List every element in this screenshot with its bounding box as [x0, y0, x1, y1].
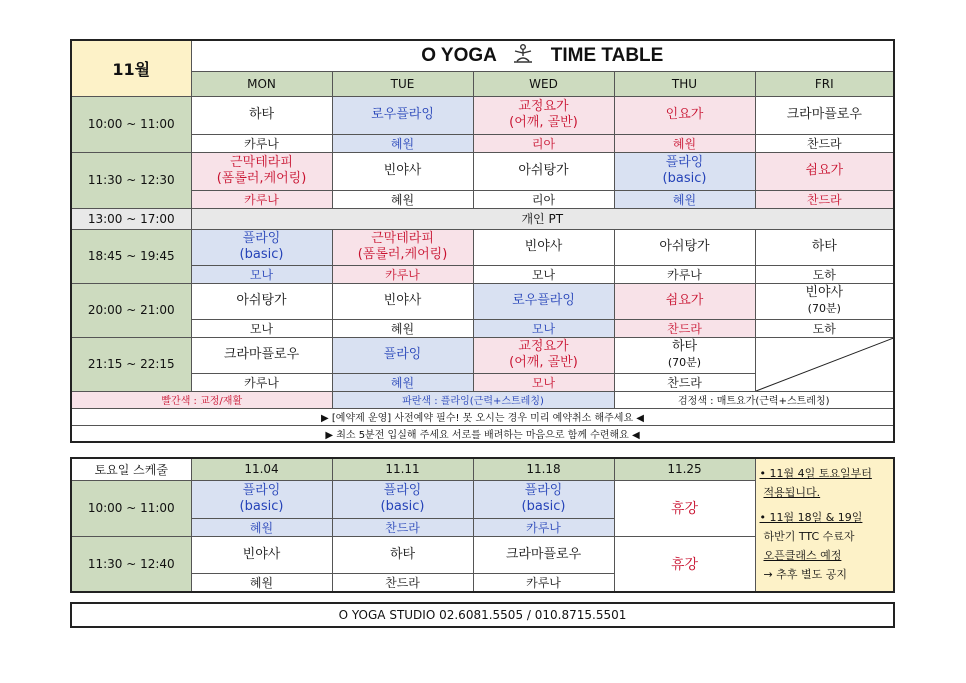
class-name: 크라마플로우 [755, 96, 894, 134]
class-detail: (basic) [662, 171, 707, 186]
teacher-name: 혜원 [191, 518, 332, 536]
teacher-name: 모나 [473, 265, 614, 283]
class-title: 하타 [671, 339, 698, 354]
class-detail: (70분) [807, 302, 841, 315]
class-name: 빈야사 [473, 229, 614, 265]
note-line: 적용됩니다. [763, 486, 821, 499]
teacher-name: 찬드라 [332, 573, 473, 592]
class-name: 쉼요가 [614, 283, 755, 319]
teacher-name: 혜원 [332, 134, 473, 152]
saturday-label: 토요일 스케줄 [71, 458, 191, 480]
class-name: 아쉬탕가 [191, 283, 332, 319]
teacher-name: 찬드라 [614, 319, 755, 337]
class-detail: (basic) [239, 247, 284, 262]
teacher-name: 혜원 [614, 190, 755, 208]
class-name [755, 283, 894, 319]
day-mon: MON [191, 71, 332, 96]
saturday-date: 11.25 [614, 458, 755, 480]
class-cancelled: 휴강 [614, 480, 755, 536]
class-name [332, 229, 473, 265]
class-name: 인요가 [614, 96, 755, 134]
class-title: 플라잉 [665, 155, 704, 170]
class-cancelled: 휴강 [614, 536, 755, 592]
class-detail: (basic) [521, 499, 566, 514]
teacher-name: 찬드라 [332, 518, 473, 536]
class-name: 빈야사 [191, 536, 332, 573]
month-label: 11월 [71, 40, 191, 96]
saturday-date: 11.04 [191, 458, 332, 480]
class-name [473, 96, 614, 134]
class-detail: (폼롤러,케어링) [216, 171, 307, 186]
time-slot: 11:30 ~ 12:40 [71, 536, 191, 592]
yoga-pose-icon [511, 44, 535, 64]
class-name: 플라잉 [332, 337, 473, 373]
title-left: O YOGA [421, 45, 497, 67]
class-detail: (basic) [239, 499, 284, 514]
class-name [614, 152, 755, 190]
class-name: 로우플라잉 [473, 283, 614, 319]
class-title: 교정요가 [518, 99, 569, 114]
time-slot: 11:30 ~ 12:30 [71, 152, 191, 208]
teacher-name: 찬드라 [755, 190, 894, 208]
teacher-name: 리아 [473, 190, 614, 208]
class-title: 근막테라피 [230, 155, 293, 170]
teacher-name: 모나 [191, 319, 332, 337]
day-thu: THU [614, 71, 755, 96]
class-detail: (어깨, 골반) [509, 355, 578, 370]
class-title: 교정요가 [518, 339, 569, 354]
teacher-name: 카루나 [191, 373, 332, 391]
class-detail: (어깨, 골반) [509, 115, 578, 130]
day-wed: WED [473, 71, 614, 96]
class-title: 빈야사 [805, 285, 844, 300]
teacher-name: 모나 [473, 319, 614, 337]
saturday-timetable [70, 457, 895, 593]
empty-slot [755, 337, 894, 391]
legend-red: 빨간색 : 교정/재활 [71, 391, 332, 408]
saturday-notes [755, 458, 894, 592]
title-right: TIME TABLE [550, 45, 664, 67]
teacher-name: 혜원 [332, 373, 473, 391]
class-name: 쉼요가 [755, 152, 894, 190]
note-line: • 11월 4일 토요일부터 [759, 467, 872, 480]
time-slot: 10:00 ~ 11:00 [71, 96, 191, 152]
class-name [191, 480, 332, 518]
teacher-name: 혜원 [332, 190, 473, 208]
legend-black: 검정색 : 매트요가(근력+스트레칭) [614, 391, 894, 408]
class-name: 빈야사 [332, 152, 473, 190]
class-name [473, 337, 614, 373]
teacher-name: 모나 [473, 373, 614, 391]
class-name [614, 337, 755, 373]
teacher-name: 찬드라 [614, 373, 755, 391]
day-fri: FRI [755, 71, 894, 96]
class-name [191, 152, 332, 190]
teacher-name: 모나 [191, 265, 332, 283]
class-name: 크라마플로우 [191, 337, 332, 373]
class-title: 플라잉 [383, 483, 422, 498]
saturday-date: 11.11 [332, 458, 473, 480]
time-slot: 13:00 ~ 17:00 [71, 208, 191, 229]
class-name: 로우플라잉 [332, 96, 473, 134]
teacher-name: 카루나 [614, 265, 755, 283]
class-name: 아쉬탕가 [614, 229, 755, 265]
teacher-name: 카루나 [473, 518, 614, 536]
teacher-name: 도하 [755, 265, 894, 283]
time-slot: 20:00 ~ 21:00 [71, 283, 191, 337]
teacher-name: 혜원 [614, 134, 755, 152]
class-detail: (70분) [667, 356, 702, 369]
weekday-timetable [70, 39, 895, 443]
teacher-name: 도하 [755, 319, 894, 337]
class-name [473, 480, 614, 518]
saturday-date: 11.18 [473, 458, 614, 480]
class-name: 크라마플로우 [473, 536, 614, 573]
class-detail: (폼롤러,케어링) [357, 247, 448, 262]
class-title: 플라잉 [242, 483, 281, 498]
class-name: 하타 [755, 229, 894, 265]
class-title: 플라잉 [242, 231, 281, 246]
class-name: 하타 [191, 96, 332, 134]
time-slot: 21:15 ~ 22:15 [71, 337, 191, 391]
note-line: → 추후 별도 공지 [763, 568, 847, 581]
class-title: 플라잉 [524, 483, 563, 498]
class-name [191, 229, 332, 265]
time-slot: 18:45 ~ 19:45 [71, 229, 191, 283]
class-title: 근막테라피 [371, 231, 434, 246]
class-name [332, 480, 473, 518]
page-title [191, 40, 894, 71]
personal-pt: 개인 PT [191, 208, 894, 229]
note-line: 오픈클래스 예정 [763, 549, 842, 562]
teacher-name: 찬드라 [755, 134, 894, 152]
time-slot: 10:00 ~ 11:00 [71, 480, 191, 536]
teacher-name: 리아 [473, 134, 614, 152]
notice-reservation: ▶ [예약제 운영] 사전예약 필수! 못 오시는 경우 미리 예약취소 해주세요 ◀ [71, 408, 894, 425]
class-name: 하타 [332, 536, 473, 573]
teacher-name: 혜원 [191, 573, 332, 592]
legend-blue: 파란색 : 플라잉(근력+스트레칭) [332, 391, 614, 408]
class-name: 아쉬탕가 [473, 152, 614, 190]
note-line: 하반기 TTC 수료자 [763, 530, 855, 543]
teacher-name: 혜원 [332, 319, 473, 337]
teacher-name: 카루나 [191, 134, 332, 152]
teacher-name: 카루나 [473, 573, 614, 592]
diagonal-line-icon [756, 338, 894, 391]
teacher-name: 카루나 [191, 190, 332, 208]
notice-arrival: ▶ 최소 5분전 입실해 주세요 서로를 배려하는 마음으로 함께 수련해요 ◀ [71, 425, 894, 442]
day-tue: TUE [332, 71, 473, 96]
note-line: • 11월 18일 & 19일 [759, 511, 863, 524]
teacher-name: 카루나 [332, 265, 473, 283]
studio-contact: O YOGA STUDIO 02.6081.5505 / 010.8715.5501 [70, 602, 895, 628]
class-name: 빈야사 [332, 283, 473, 319]
class-detail: (basic) [380, 499, 425, 514]
